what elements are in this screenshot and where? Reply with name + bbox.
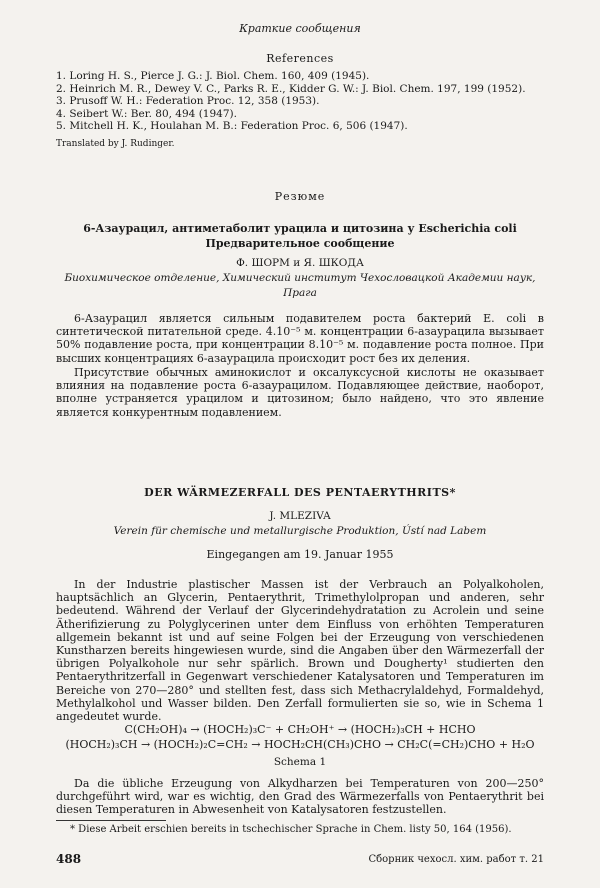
article-author: J. MLEZIVA [269,510,331,522]
reference-item: 4. Seibert W.: Ber. 80, 494 (1947). [56,107,237,120]
article-received: Eingegangen am 19. Januar 1955 [206,548,394,561]
scheme-line-2: (HOCH₂)₃CH → (HOCH₂)₂C=CH₂ → HOCH₂CH(CH₃)CHO → CH₂C(=CH₂)CHO + H₂O [65,738,535,751]
scheme-caption: Schema 1 [273,756,327,768]
article-footnote: * Diese Arbeit erschien bereits in tschechischer Sprache in Chem. listy 50, 164 (1956). [70,824,512,835]
resume-subtitle: Предварительное сообщение [205,237,395,250]
resume-paragraph-2: Присутствие обычных аминокислот и оксалуксусной кислоты не оказывает влияния на подавление роста 6-азаурацилом. Подавляющее действие, наоборот, вполне устраняется урацилом и цитозином; было найдено, что это явление является конкурентным подавлением. [56,366,544,419]
resume-title: 6-Азаурацил, антиметаболит урацила и цитозина у Escherichia coli [83,222,517,235]
reference-item: 2. Heinrich M. R., Dewey V. C., Parks R. E., Kidder G. W.: J. Biol. Chem. 197, 199 (1952). [56,82,526,95]
references-list [56,70,556,133]
resume-authors: Ф. ШОРМ и Я. ШКОДА [236,257,364,269]
reference-item: 1. Loring H. S., Pierce J. G.: J. Biol. Chem. 160, 409 (1945). [56,70,370,82]
article-title: DER WÄRMEZERFALL DES PENTAERYTHRITS* [144,486,456,499]
article-paragraph-1: In der Industrie plastischer Massen ist der Verbrauch an Polyalkoholen, hauptsächlich an Glycerin, Pentaerythrit, Trimethylolpropan und anderen, sehr bedeutend. Während der Verlauf der Glycerindehydratation zu Acrolein und seine Ätherifizierung zu Polyglycerinen unter dem Einfluss von erhöhten Temperaturen allgemein bekannt ist und auf seine Folgen bei der Erzeugung von verschiedenen Kunstharzen bereits hingewiesen wurde, sind die Angaben über den Wärmezerfall der übrigen Polyalkohole nur sehr spärlich. Brown und Dougherty¹ studierten den Pentaerythritzerfall in Gegenwart verschiedener Katalysatoren und Temperaturen im Bereiche von 270—280° und stellten fest, dass sich Methacrylaldehyd, Formaldehyd, Methylalkohol und Wasser bilden. Den Zerfall formulierten sie so, wie in Schema 1 angedeutet wurde. [56,578,544,724]
resume-paragraph-1: 6-Азаурацил является сильным подавителем роста бактерий E. coli в синтетической питательной среде. 4.10⁻⁵ м. концентрации 6-азаурацила вызывает 50% подавление роста, при концентрации 8.10⁻⁵ м. подавление роста полное. При высших концентрациях 6-азаурацила происходит рост без их деления. [56,312,544,365]
references-heading: References [266,52,334,65]
reference-item: 5. Mitchell H. K., Houlahan M. B.: Federation Proc. 6, 506 (1947). [56,120,408,133]
footnote-rule [56,820,166,821]
running-title: Краткие сообщения [239,22,361,35]
translated-by: Translated by J. Rudinger. [56,139,175,149]
journal-name: Сборник чехосл. хим. работ т. 21 [368,854,544,865]
page-number: 488 [56,852,82,866]
resume-affiliation: Биохимическое отделение, Химический институт Чехословацкой Академии наук, [64,272,536,284]
resume-affiliation-city: Прага [283,287,317,299]
scheme-line-1: C(CH₂OH)₄ → (HOCH₂)₃C⁻ + CH₂OH⁺ → (HOCH₂)₃CH + HCHO [124,723,476,736]
article-affiliation: Verein für chemische und metallurgische Produktion, Ústí nad Labem [113,525,487,537]
reference-item: 3. Prusoff W. H.: Federation Proc. 12, 358 (1953). [56,95,320,108]
resume-heading: Резюме [274,190,326,203]
article-paragraph-2: Da die übliche Erzeugung von Alkydharzen bei Temperaturen von 200—250° durchgeführt wird, war es wichtig, den Grad des Wärmezerfalls von Pentaerythrit bei diesen Temperaturen in Abwesenheit von Katalysatoren festzustellen. [56,777,544,817]
